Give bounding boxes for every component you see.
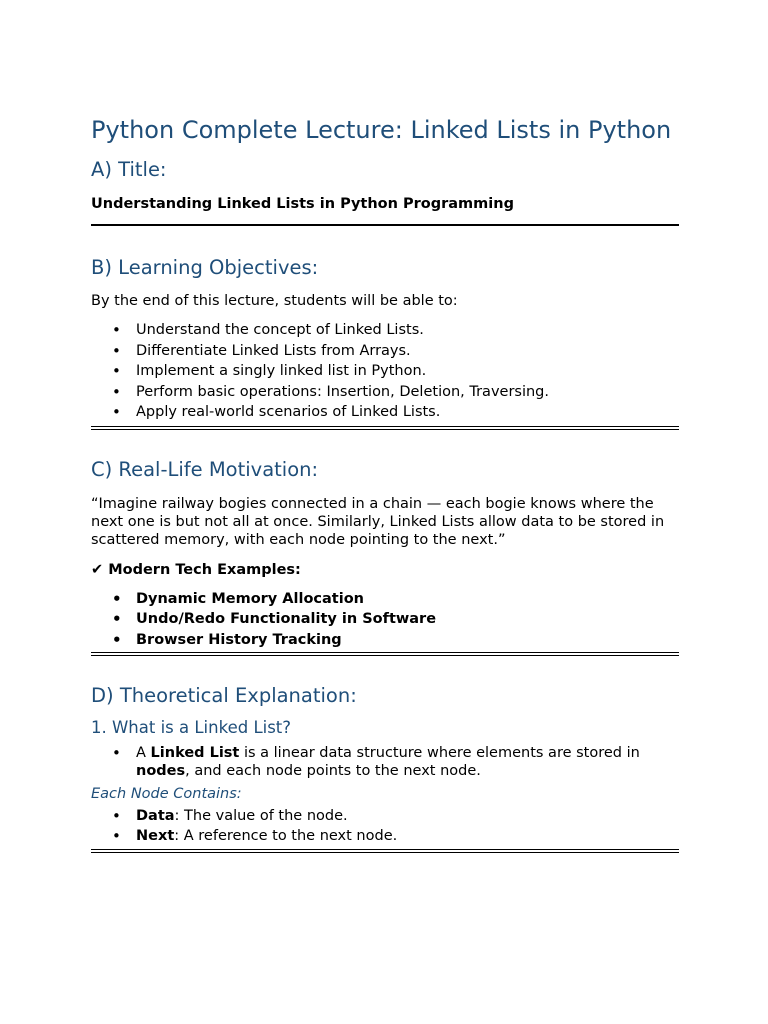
list-item: • Implement a singly linked list in Python. (91, 361, 679, 382)
definition-text: A (136, 745, 151, 761)
section-divider (91, 849, 679, 853)
node-contains-label: Each Node Contains: (91, 786, 242, 802)
definition-text: is a linear data structure where elements are stored in (239, 745, 640, 761)
field-desc: : A reference to the next node. (174, 828, 398, 844)
section-d-heading: D) Theoretical Explanation: (91, 684, 357, 707)
list-item: • Browser History Tracking (91, 630, 679, 651)
section-c-heading: C) Real-Life Motivation: (91, 457, 319, 481)
list-item (91, 806, 679, 826)
document-title: Python Complete Lecture: Linked Lists in Python (91, 116, 672, 144)
list-item: • Perform basic operations: Insertion, Deletion, Traversing. (91, 382, 679, 403)
linked-list-subheading: 1. What is a Linked List? (91, 718, 292, 737)
definition-list (91, 744, 679, 780)
list-item: • Apply real-world scenarios of Linked Lists. (91, 402, 679, 423)
field-desc: : The value of the node. (174, 808, 348, 824)
definition-text: , and each node points to the next node. (185, 763, 481, 779)
node-fields-list (91, 806, 679, 846)
examples-list (91, 589, 679, 651)
section-divider (91, 224, 679, 226)
section-b-heading: B) Learning Objectives: (91, 256, 319, 279)
list-item: • Understand the concept of Linked Lists. (91, 320, 679, 341)
objectives-intro: By the end of this lecture, students will be able to: (91, 293, 458, 309)
field-name: Next (136, 828, 175, 844)
document-page (91, 115, 679, 853)
list-item (91, 826, 679, 846)
examples-label: ✔ Modern Tech Examples: (91, 561, 301, 578)
list-item: • Differentiate Linked Lists from Arrays. (91, 341, 679, 362)
definition-term: Linked List (150, 745, 240, 761)
section-divider (91, 426, 679, 430)
motivation-quote: “Imagine railway bogies connected in a chain — each bogie knows where the next one is but not all at once. Similarly, Linked Lists allow data to be stored in scattered memory, with each node pointing to the next.” (91, 495, 665, 548)
list-item: • Dynamic Memory Allocation (91, 589, 679, 610)
list-item: • Undo/Redo Functionality in Software (91, 609, 679, 630)
definition-term: nodes (136, 763, 186, 779)
list-item (91, 744, 679, 780)
section-a-heading: A) Title: (91, 158, 167, 181)
lecture-subtitle: Understanding Linked Lists in Python Programming (91, 196, 514, 212)
objectives-list (91, 320, 679, 423)
section-divider (91, 652, 679, 656)
field-name: Data (136, 808, 175, 824)
